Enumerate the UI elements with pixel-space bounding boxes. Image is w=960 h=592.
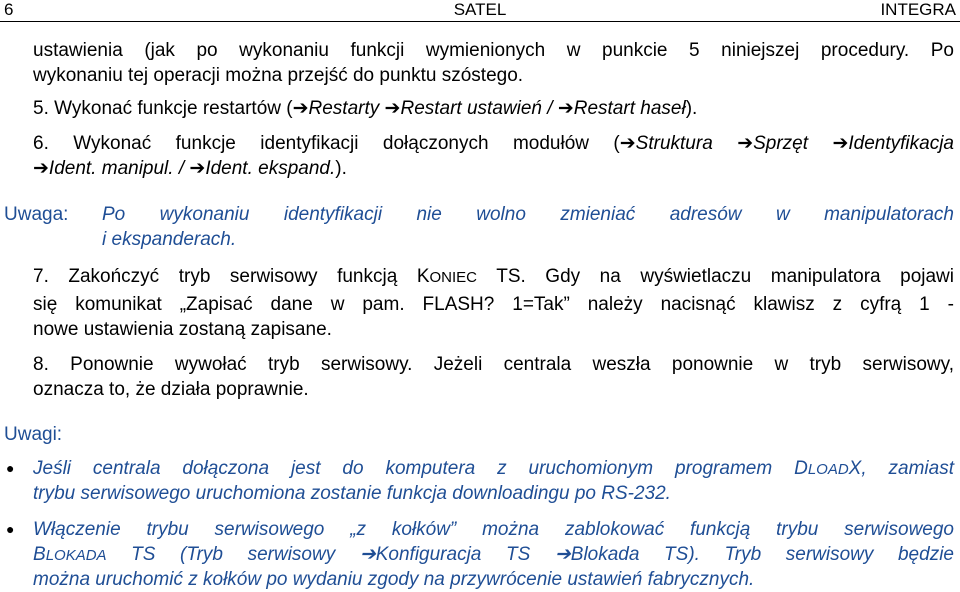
paragraph-line: ustawienia (jak po wykonaniu funkcji wymienionych w punkcie 5 niniejszej procedury. Po — [33, 40, 954, 61]
menu-struktura: Struktura — [635, 133, 738, 154]
note-line-1: Po wykonaniu identyfikacji nie wolno zmieniać adresów w manipulatorach — [102, 204, 954, 225]
bullet-1-smallcaps: LOAD — [807, 461, 849, 478]
notes-bullet-1-line-2: trybu serwisowego uruchomiona zostanie funkcja downloadingu po RS-232. — [33, 483, 671, 504]
arrow-right-icon: ➔ — [33, 158, 49, 179]
menu-restart-hasel: Restart haseł — [573, 98, 686, 119]
notes-bullet-1-line-1 — [33, 456, 954, 482]
menu-blokada-ts: Blokada TS — [570, 544, 689, 565]
arrow-right-icon: ➔ — [359, 544, 376, 565]
step-5 — [33, 96, 954, 121]
menu-konfiguracja-ts: Konfiguracja TS — [375, 544, 555, 565]
menu-restart-ustawien: Restart ustawień / — [400, 98, 558, 119]
arrow-right-icon: ➔ — [384, 98, 401, 119]
menu-ident-ekspand: Ident. ekspand. — [205, 158, 336, 179]
notes-label: Uwagi: — [4, 424, 63, 445]
bullet-icon: ● — [6, 521, 15, 537]
header-center-title: SATEL — [453, 0, 507, 19]
step-7-prefix: 7. Zakończyć tryb serwisowy funkcją K — [33, 266, 430, 287]
note-line-2: i ekspanderach. — [102, 229, 237, 250]
bullet-1-text-a: Jeśli centrala dołączona jest do komputera z uruchomionym programem D — [33, 458, 808, 479]
step-6-suffix: ). — [335, 158, 347, 179]
header-right-title: INTEGRA — [880, 0, 956, 19]
step-7-line-2: się komunikat „Zapisać dane w pam. FLASH? 1=Tak” należy nacisnąć klawisz z cyfrą 1 - — [33, 294, 954, 315]
bullet-2-text-c: ). Tryb serwisowy będzie — [688, 544, 954, 565]
arrow-right-icon: ➔ — [189, 158, 206, 179]
paragraph-line-block — [33, 63, 954, 88]
arrow-right-icon: ➔ — [557, 98, 574, 119]
notes-bullet-2-line-3: można uruchomić z kołków po wydaniu zgody na przywrócenie ustawień fabrycznych. — [33, 569, 755, 590]
notes-bullet-2-line-2 — [33, 542, 954, 568]
step-6-line-2 — [33, 156, 954, 181]
arrow-right-icon: ➔ — [737, 133, 754, 154]
menu-sprzet: Sprzęt — [753, 133, 833, 154]
paragraph-continuation — [33, 38, 954, 63]
step-5-prefix: 5. Wykonać funkcje restartów ( — [33, 98, 293, 119]
step-8-line-1: 8. Ponownie wywołać tryb serwisowy. Jeżeli centrala weszła ponownie w tryb serwisowy, — [33, 354, 954, 375]
arrow-right-icon: ➔ — [292, 98, 309, 119]
menu-restarty: Restarty — [308, 98, 385, 119]
paragraph-line: wykonaniu tej operacji można przejść do punktu szóstego. — [33, 65, 524, 86]
step-7-line-3: nowe ustawienia zostaną zapisane. — [33, 319, 332, 340]
step-6-prefix: 6. Wykonać funkcje identyfikacji dołączonych modułów ( — [33, 133, 620, 154]
page-header — [0, 0, 960, 22]
page-number: 6 — [4, 0, 14, 19]
step-6 — [33, 131, 954, 156]
bullet-icon: ● — [6, 460, 15, 476]
step-7 — [33, 264, 954, 290]
bullet-2-smallcaps: LOKADA — [45, 547, 107, 564]
step-7-smallcaps: ONIEC — [429, 269, 478, 286]
step-7-line1-end: TS. Gdy na wyświetlaczu manipulatora pojawi — [477, 266, 954, 287]
menu-ident-manipul: Ident. manipul. / — [48, 158, 190, 179]
arrow-right-icon: ➔ — [554, 544, 571, 565]
menu-identyfikacja: Identyfikacja — [848, 133, 954, 154]
step-5-suffix: ). — [685, 98, 698, 119]
bullet-1-text-b: X, zamiast — [848, 458, 954, 479]
step-8-line-2: oznacza to, że działa poprawnie. — [33, 379, 309, 400]
arrow-right-icon: ➔ — [832, 133, 849, 154]
notes-bullet-2-line-1: Włączenie trybu serwisowego „z kołków” można zablokować funkcją trybu serwisowego — [33, 519, 954, 540]
note-label: Uwaga: — [4, 204, 69, 225]
arrow-right-icon: ➔ — [619, 133, 636, 154]
bullet-2-text-a: B — [33, 544, 46, 565]
bullet-2-text-b: TS (Tryb serwisowy — [106, 544, 360, 565]
